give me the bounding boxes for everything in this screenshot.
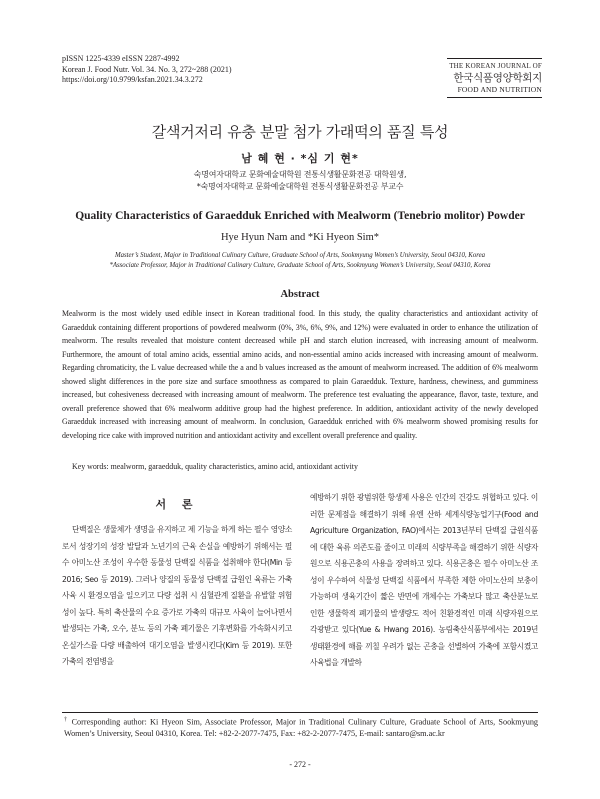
affiliation-ko-1: 숙명여자대학교 문화예술대학원 전통식생활문화전공 대학원생, [193,170,407,179]
abstract-body: Mealworm is the most widely used edible insect in Korean traditional food. In this study, the quality characteristics and antioxidant activity of Garaedduk containing different proportions of powdered mealworm (0%, 3%, 6%, 9%, and 12%) were evaluated in order to enhance the utilization of mealworm. The results revealed that moisture content decreased while pH and starch elution increased, with increasing amount of mealworm. Furthermore, the amount of total amino acids, essential amino acids, and non-essential amino acids increased with increasing amount of mealworm. Regarding chromaticity, the L value decreased while the a and b values increased as the amount of mealworm increased. The addition of 6% mealworm showed slight differences in the pore size and surface smoothness as compared to plain Garaedduk. Texture, hardness, chewiness, and gumminess increased, but cohesiveness decreased with increasing amount of mealworm. The preference test evaluating the appearance, flavor, taste, texture, and overall preference showed that 6% mealworm additive group had the highest preference. In addition, antioxidant activity of the newly developed Garaedduk increased with increasing amount of mealworm. In conclusion, Garaedduk enriched with 6% mealworm showed promising results for developing rice cake with improved nutrition and antioxidant activity and excellent overall preference and quality. [62,309,538,440]
authors-en: Hye Hyun Nam and *Ki Hyeon Sim* [220,232,380,243]
paper-title-en: Quality Characteristics of Garaedduk Enriched with Mealworm (Tenebrio molitor) Powder [75,210,525,222]
abstract-heading: Abstract [280,289,320,300]
journal-name-en-bottom: FOOD AND NUTRITION [457,85,542,94]
journal-logo [447,58,542,98]
issn-line: pISSN 1225-4339 eISSN 2287-4992 [62,54,180,63]
affiliation-ko-2: *숙명여자대학교 문화예술대학원 전통식생활문화전공 부교수 [196,182,404,191]
affiliation-en-2: *Associate Professor, Major in Traditional Culinary Culture, Graduate School of Arts, Sookmyung Women’s University, Seoul 04310, Korea [109,262,491,269]
body-column-right: 예방하기 위한 광범위한 항생제 사용은 인간의 건강도 위협하고 있다. 이러한 문제점을 해결하기 위해 유엔 산하 세계식량농업기구(Food and Agriculture Organization, FAO)에서는 2013년부터 단백질 급원식품에 대한 육류 의존도를 줄이고 미래의 식량부족을 해결하기 위한 식량자원으로 식용곤충의 사용을 장려하고 있다. 식용곤충은 필수 아미노산 조성이 우수하여 식물성 단백질 식품에서 부족한 제한 아미노산의 보충이 가능하며 생육기간이 짧은 반면에 개체수는 가축보다 많고 축산분뇨로 인한 생물학적 폐기물의 발생량도 적어 친환경적인 미래 식량자원으로 각광받고 있다(Yue & Hwang 2016). 농림축산식품부에서는 2019년 생태환경에 해를 끼칠 우려가 없는 곤충을 선별하여 가축에 포함시켰고 사육법을 개발하 [310,493,538,667]
footnote-text: Corresponding author: Ki Hyeon Sim, Associate Professor, Major in Traditional Culinary Culture, Graduate School of Arts, Sookmyung Women’s University, Seoul 04310, Korea. Tel: +82-2-2077-7475, Fax: +82-2-2077-7475, E-mail: santaro@sm.ac.kr [64,717,539,739]
footnote-divider [62,712,538,713]
doi-link[interactable]: https://doi.org/10.9799/ksfan.2021.34.3.272 [62,75,203,84]
corresponding-author-footnote [64,715,538,740]
page-number: - 272 - [289,760,311,769]
journal-metadata [62,54,232,86]
divider [447,58,542,59]
citation-line: Korean J. Food Nutr. Vol. 34. No. 3, 272~288 (2021) [62,64,232,74]
paper-title-ko: 갈색거저리 유충 분말 첨가 가래떡의 품질 특성 [151,123,449,141]
affiliation-en-1: Master’s Student, Major in Traditional Culinary Culture, Graduate School of Arts, Sookmyung Women’s University, Seoul 04310, Korea [114,252,486,259]
journal-name-ko: 한국식품영양학회지 [453,72,542,84]
body-column-left: 단백질은 생물체가 생명을 유지하고 제 기능을 하게 하는 필수 영양소로서 성장기의 성장 발달과 노년기의 근육 손실을 예방하기 위해서는 필수 아미노산 조성이 우수한 동물성 단백질 식품을 섭취해야 한다(Min 등 2016; Seo 등 2019). 그러나 양질의 동물성 단백질 급원인 육류는 가축 사육 시 환경오염을 일으키고 다량 섭취 시 심혈관계 질환을 유발할 위험성이 높다. 특히 축산물의 수요 증가로 가축의 대규모 사육이 늘어나면서 발생되는 가축, 오수, 분뇨 등의 가축 폐기물은 기후변화를 가속화시키고 온실가스를 다량 배출하여 대기오염을 발생시킨다(Kim 등 2019). 또한 가축의 전염병을 [62,525,292,666]
divider [447,97,542,98]
keywords: Key words: mealworm, garaedduk, quality characteristics, amino acid, antioxidant activity [72,462,358,471]
authors-ko: 남 혜 현 · *심 기 현* [241,152,359,165]
journal-name-en-top: THE KOREAN JOURNAL OF [449,62,542,70]
footnote-mark: † [64,717,69,723]
section-heading-introduction: 서 론 [155,498,199,511]
